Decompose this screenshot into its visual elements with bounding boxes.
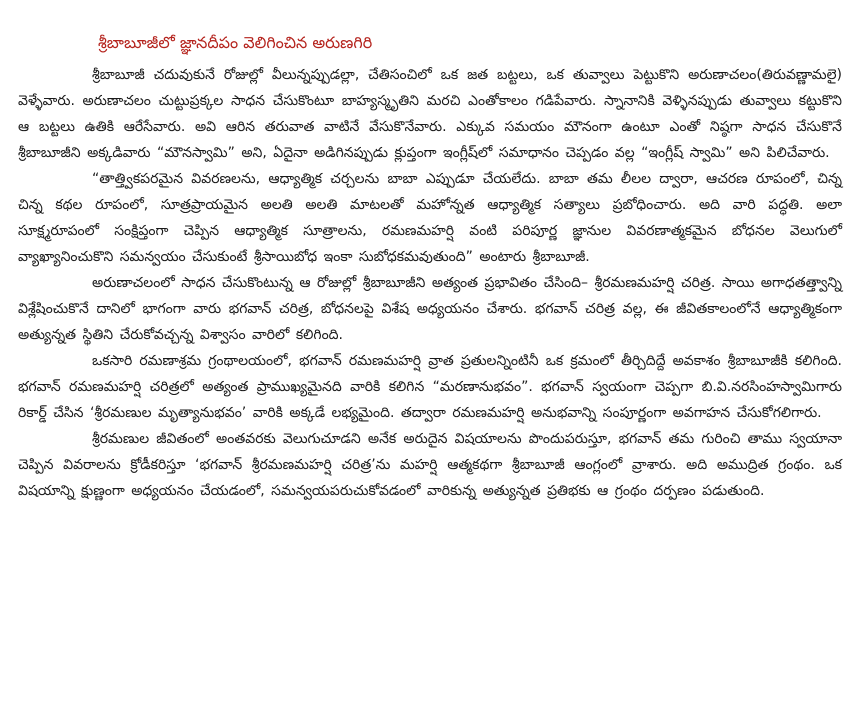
- paragraph-1: శ్రీబాబూజీ చదువుకునే రోజుల్లో వీలున్నప్పుడల్లా, చేతిసంచిలో ఒక జత బట్టలు, ఒక తువ్వాలు పెట్టుకొని అరుణాచలం(తిరువణ్ణామలై) వెళ్ళేవారు. అరుణాచలం చుట్టుప్రక్కల సాధన చేసుకొంటూ బాహ్యస్మృతిని మరచి ఎంతోకాలం గడిపేవారు. స్నానానికి వెళ్ళినప్పుడు తువ్వాలు కట్టుకొని ఆ బట్టలు ఉతికి ఆరేసేవారు. అవి ఆరిన తరువాత వాటినే వేసుకొనేవారు. ఎక్కువ సమయం మౌనంగా ఉంటూ ఎంతో నిష్ఠగా సాధన చేసుకొనే శ్రీబాబూజీని అక్కడివారు “మౌనస్వామి” అని, ఏదైనా అడిగినప్పుడు క్లుప్తంగా ఇంగ్లీష్‌లో సమాధానం చెప్పడం వల్ల “ఇంగ్లీష్ స్వామి” అని పిలిచేవారు.: [18, 67, 842, 161]
- paragraph-3: అరుణాచలంలో సాధన చేసుకొంటున్న ఆ రోజుల్లో శ్రీబాబూజీని అత్యంత ప్రభావితం చేసింది– శ్రీరమణమహర్షి చరిత్ర. సాయి అగాధతత్త్వాన్ని విశ్లేషించుకొనే దానిలో భాగంగా వారు భగవాన్ చరిత్ర, బోధనలపై విశేష అధ్యయనం చేశారు. భగవాన్ చరిత్ర వల్ల, ఈ జీవితకాలంలోనే ఆధ్యాత్మికంగా అత్యున్నత స్థితిని చేరుకోవచ్చన్న విశ్వాసం వారిలో కలిగింది.: [18, 275, 842, 343]
- paragraph-5: శ్రీరమణుల జీవితంలో అంతవరకు వెలుగుచూడని అనేక అరుదైన విషయాలను పొందుపరుస్తూ, భగవాన్ తమ గురించి తాము స్వయానా చెప్పిన వివరాలను క్రోడీకరిస్తూ ‘భగవాన్ శ్రీరమణమహర్షి చరిత్ర’ను మహర్షి ఆత్మకథగా శ్రీబాబూజీ ఆంగ్లంలో వ్రాశారు. అది అముద్రిత గ్రంథం. ఒక విషయాన్ని క్షుణ్ణంగా అధ్యయనం చేయడంలో, సమన్వయపరుచుకోవడంలో వారికున్న అత్యున్నత ప్రతిభకు ఆ గ్రంథం దర్పణం పడుతుంది.: [18, 431, 842, 499]
- document-title: శ్రీబాబూజీలో జ్ఞానదీపం వెలిగించిన అరుణగిరి: [98, 33, 373, 52]
- paragraph-2: “తాత్త్వికపరమైన వివరణలను, ఆధ్యాత్మిక చర్చలను బాబా ఎప్పుడూ చేయలేదు. బాబా తమ లీలల ద్వారా, ఆచరణ రూపంలో, చిన్న చిన్న కథల రూపంలో, సూత్రప్రాయమైన అలతి అలతి మాటలతో మహోన్నత ఆధ్యాత్మిక సత్యాలు ప్రబోధించారు. అది వారి పద్ధతి. అలా సూక్ష్మరూపంలో సంక్షిప్తంగా చెప్పిన ఆధ్యాత్మిక సూత్రాలను, రమణమహర్షి వంటి పరిపూర్ణ జ్ఞానుల వివరణాత్మకమైన బోధనల వెలుగులో వ్యాఖ్యానించుకొని సమన్వయం చేసుకుంటే శ్రీసాయిబోధ ఇంకా సుబోధకమవుతుంది” అంటారు శ్రీబాబూజీ.: [18, 171, 842, 265]
- paragraph-4: ఒకసారి రమణాశ్రమ గ్రంథాలయంలో, భగవాన్ రమణమహర్షి వ్రాత ప్రతులన్నింటినీ ఒక క్రమంలో తీర్చిదిద్దే అవకాశం శ్రీబాబూజీకి కలిగింది. భగవాన్ రమణమహర్షి చరిత్రలో అత్యంత ప్రాముఖ్యమైనది వారికి కలిగిన “మరణానుభవం”. భగవాన్ స్వయంగా చెప్పగా బి.వి.నరసింహస్వామిగారు రికార్డ్ చేసిన ‘శ్రీరమణుల మృత్యానుభవం’ వారికి అక్కడే లభ్యమైంది. తద్వారా రమణమహర్షి అనుభవాన్ని సంపూర్ణంగా అవగాహన చేసుకోగలిగారు.: [18, 353, 842, 421]
